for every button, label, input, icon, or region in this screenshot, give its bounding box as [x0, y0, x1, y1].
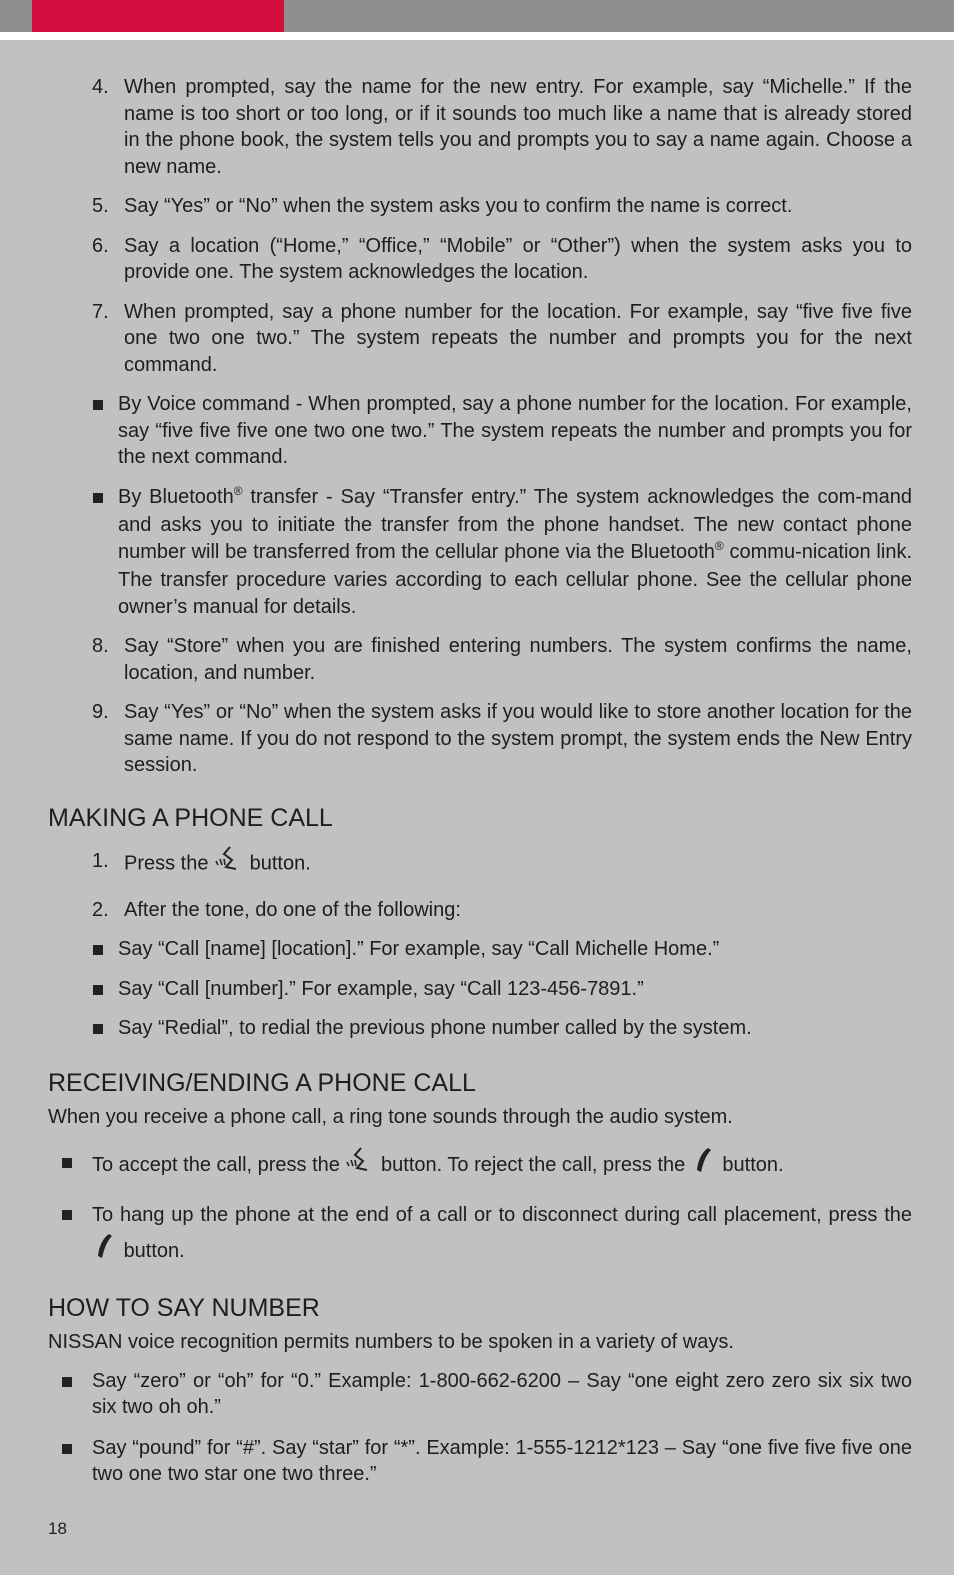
section-heading-receiving-call: RECEIVING/ENDING A PHONE CALL [48, 1068, 476, 1097]
square-bullet-icon [93, 400, 103, 410]
square-bullet-icon [62, 1210, 72, 1220]
how-intro: NISSAN voice recognition permits numbers to be spoken in a variety of ways. [48, 1331, 734, 1353]
square-bullet-icon [62, 1444, 72, 1454]
voice-command-bullet: By Voice command - When prompted, say a phone number for the location. For example, say “five five five one two one two.” The system repeats the number and prompts you for the next command. [48, 391, 912, 471]
section-heading-how-to-say-number: HOW TO SAY NUMBER [48, 1294, 320, 1322]
bluetooth-transfer-bullet: By Bluetooth® transfer - Say “Transfer entry.” The system acknowledges the com-mand and asks you to initiate the transfer from the phone handset. The new contact phone number will be transferred from the cellular phone via the Bluetooth® commu-nication link. The transfer procedure varies according to each cellular phone. See the cellular phone owner’s manual for details. [48, 484, 912, 621]
square-bullet-icon [62, 1377, 72, 1387]
list-item: Say “zero” or “oh” for “0.” Example: 1-800-662-6200 – Say “one eight zero zero six six two six two oh oh.” [48, 1368, 912, 1421]
list-item: 7. When prompted, say a phone number for the location. For example, say “five five five one two one two.” The system repeats the number and prompts you for the next command. [92, 300, 912, 376]
square-bullet-icon [93, 985, 103, 995]
phone-handset-icon [691, 1146, 717, 1185]
voice-talk-icon [214, 845, 244, 883]
phone-handset-icon [92, 1232, 118, 1271]
accept-reject-bullet: To accept the call, press the button. To reject the call, press the button. [48, 1146, 912, 1185]
square-bullet-icon [62, 1158, 72, 1168]
list-item: 4. When prompted, say the name for the new entry. For example, say “Michelle.” If the name is too short or too long, or if it sounds too much like a name that is already stored in the phone book, the system tells you and prompts you to say a name again. Choose a new name. [92, 76, 912, 178]
list-item: Say “pound” for “#”. Say “star” for “*”. Example: 1-555-1212*123 – Say “one five five five one two one two star one two three.” [48, 1435, 912, 1488]
voice-talk-icon [345, 1146, 375, 1185]
making-step-1: 1. Press the button. [48, 845, 912, 883]
header-accent [32, 0, 284, 32]
list-item: 5. Say “Yes” or “No” when the system asks you to confirm the name is correct. [92, 195, 793, 217]
making-step-2: 2. After the tone, do one of the following: [92, 898, 461, 921]
page-content [48, 74, 912, 1501]
header-bar [0, 0, 954, 32]
list-item: 6. Say a location (“Home,” “Office,” “Mobile” or “Other”) when the system asks you to provide one. The system acknowledges the location. [92, 234, 912, 283]
list-item: 8. Say “Store” when you are finished entering numbers. The system confirms the name, location, and number. [92, 635, 912, 684]
hang-up-bullet: To hang up the phone at the end of a call or to disconnect during call placement, press the button. [48, 1198, 912, 1271]
list-item: 9. Say “Yes” or “No” when the system asks if you would like to store another location for the same name. If you do not respond to the system prompt, the system ends the New Entry session. [92, 701, 912, 776]
square-bullet-icon [93, 1024, 103, 1034]
list-item: Say “Call [number].” For example, say “Call 123-456-7891.” [48, 976, 912, 1003]
list-item: Say “Redial”, to redial the previous phone number called by the system. [48, 1015, 912, 1042]
header-divider [0, 32, 954, 40]
page-number: 18 [48, 1519, 67, 1538]
list-item: Say “Call [name] [location].” For example, say “Call Michelle Home.” [48, 936, 912, 963]
section-heading-making-call: MAKING A PHONE CALL [48, 803, 333, 832]
square-bullet-icon [93, 945, 103, 955]
square-bullet-icon [93, 493, 103, 503]
receiving-intro: When you receive a phone call, a ring tone sounds through the audio system. [48, 1105, 733, 1128]
